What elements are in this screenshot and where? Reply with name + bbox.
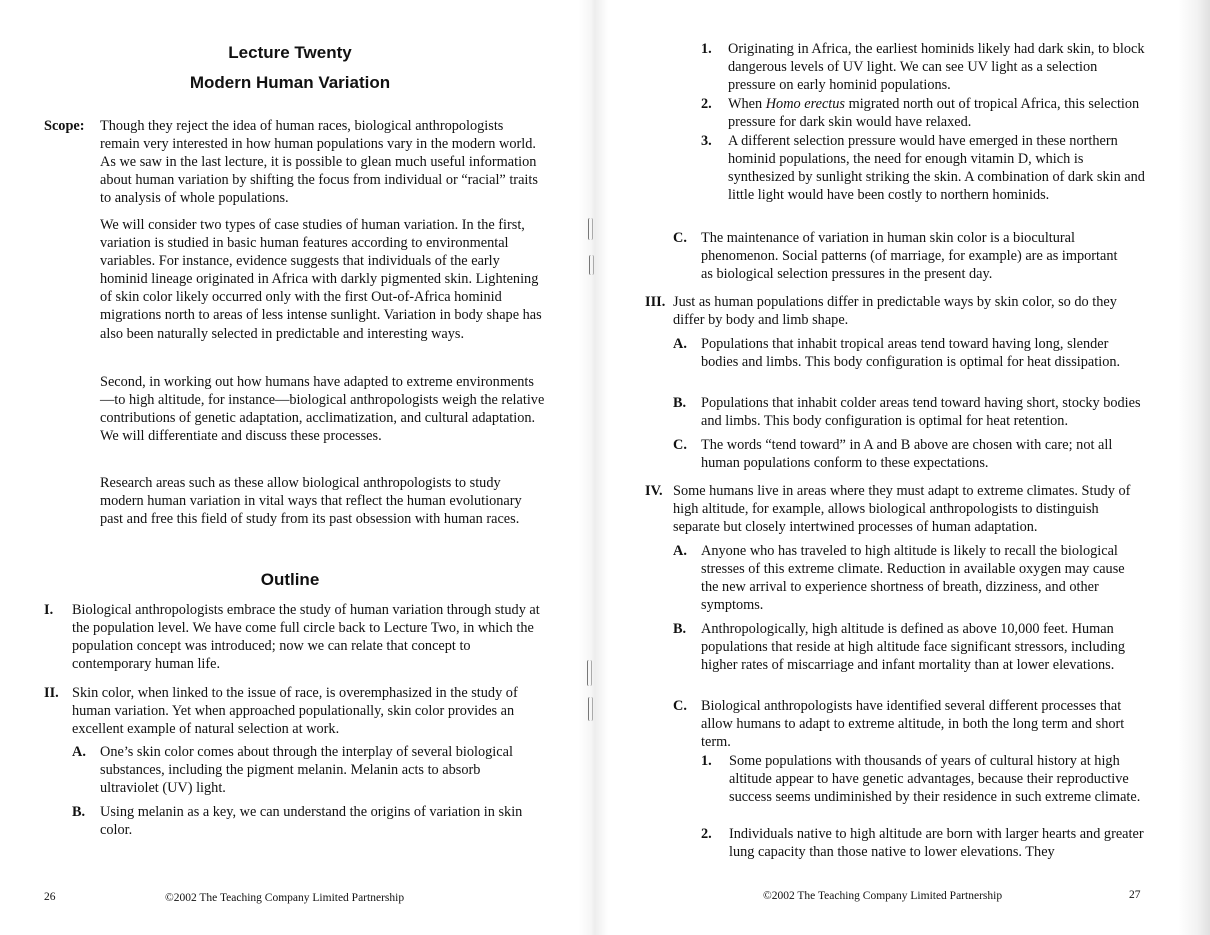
outline-heading: Outline — [260, 570, 320, 589]
outline-item-III-B: Populations that inhabit colder areas tend toward having short, stocky bodies and limbs. This body configuration is optimal for heat retention. — [701, 395, 1141, 430]
outline-item-I: Biological anthropologists embrace the study of human variation through study at the population level. We have come full circle back to Lecture Two, in which the population concept was introduced; now we can relate that concept to contemporary human life. — [72, 602, 540, 673]
outline-subitem-label: B. — [72, 804, 86, 820]
scope-label: Scope: — [44, 118, 85, 134]
left-page — [0, 0, 600, 935]
scope-paragraph-4: Research areas such as these allow biological anthropologists to study modern human variation in vital ways that reflect the human evolutionary past and free this field of study from its past obsession with human races. — [100, 475, 522, 528]
outline-item-label: II. — [44, 685, 59, 701]
outline-item-II-B-2: When Homo erectus migrated north out of tropical Africa, this selection pressure for dark skin would have relaxed. — [728, 96, 1140, 131]
right-page — [600, 0, 1210, 935]
outline-item-II: Skin color, when linked to the issue of race, is overemphasized in the study of human variation. Yet when approached populationally, skin color provides an excellent example of natural selection at work. — [72, 685, 518, 738]
outline-subitem-label: C. — [673, 230, 687, 246]
outline-item-IV-C-2: Individuals native to high altitude are born with larger hearts and greater lung capacity than those native to lower elevations. They — [729, 826, 1144, 861]
outline-subitem-label: A. — [72, 744, 86, 760]
page-number: 26 — [44, 891, 56, 903]
outline-item-III: Just as human populations differ in predictable ways by skin color, so do they differ by body and limb shape. — [673, 294, 1117, 329]
outline-subsubitem-label: 1. — [701, 41, 712, 57]
outline-subitem-label: C. — [673, 698, 687, 714]
outline-subsubitem-label: 1. — [701, 753, 712, 769]
outline-item-IV-B: Anthropologically, high altitude is defined as above 10,000 feet. Human populations that reside at high altitude face significant stressors, including higher rates of miscarriage and infant mortality than at lower elevations. — [701, 621, 1126, 674]
scope-paragraph-3: Second, in working out how humans have adapted to extreme environments—to high altitude, for instance—biological anthropologists weigh the relative contributions of genetic adaptation, acclimatization, and cultural adaptation. We will differentiate and discuss these processes. — [100, 374, 545, 445]
outline-item-II-B-3: A different selection pressure would have emerged in these northern hominid populations, the need for enough vitamin D, which is synthesized by sunlight striking the skin. A combination of dark skin and little light would have been costly to northern hominids. — [728, 133, 1145, 204]
outline-item-IV-C-1: Some populations with thousands of years of cultural history at high altitude appear to have genetic advantages, because their reproductive success seems undiminished by their residence in such extreme climate. — [729, 753, 1141, 806]
page-number: 27 — [1129, 889, 1141, 901]
species-name: Homo erectus — [765, 96, 845, 112]
outline-subitem-label: B. — [673, 395, 687, 411]
lecture-topic-title: Modern Human Variation — [189, 73, 391, 92]
outline-subsubitem-label: 3. — [701, 133, 712, 149]
outline-item-III-A: Populations that inhabit tropical areas tend toward having long, slender bodies and limbs. This body configuration is optimal for heat dissipation. — [701, 336, 1121, 371]
copyright-footer: ©2002 The Teaching Company Limited Partnership — [763, 890, 1003, 902]
outline-item-II-B-1: Originating in Africa, the earliest hominids likely had dark skin, to block dangerous levels of UV light. We can see UV light as a selection pressure on early hominid populations. — [728, 41, 1145, 94]
outline-subitem-label: A. — [673, 543, 687, 559]
outline-item-label: IV. — [645, 483, 663, 499]
outline-item-II-C: The maintenance of variation in human skin color is a biocultural phenomenon. Social patterns (of marriage, for example) are as important as biological selection pressures in the present day. — [701, 230, 1118, 283]
outline-item-IV-A: Anyone who has traveled to high altitude is likely to recall the biological stresses of this extreme climate. Reduction in available oxygen may cause the new arrival to experience shortness of breath, dizziness, and other symptoms. — [701, 543, 1125, 614]
outline-item-II-B: Using melanin as a key, we can understand the origins of variation in skin color. — [100, 804, 523, 839]
outline-subsubitem-label: 2. — [701, 826, 712, 842]
outline-item-III-C: The words “tend toward” in A and B above are chosen with care; not all human populations conform to these expectations. — [701, 437, 1113, 472]
copyright-footer: ©2002 The Teaching Company Limited Partnership — [165, 892, 405, 904]
outline-subitem-label: C. — [673, 437, 687, 453]
outline-subitem-label: B. — [673, 621, 687, 637]
outline-subitem-label: A. — [673, 336, 687, 352]
scope-paragraph-2: We will consider two types of case studies of human variation. In the first, variation is studied in basic human features according to environmental variables. For instance, evidence suggests that individuals of the early hominid lineage originated in Africa with darkly pigmented skin. Lightening of skin color likely occurred only with the first Out-of-Africa hominid migrations north to areas of less intense sunlight. Variation in body shape has also been naturally selected in predictable and interesting ways. — [100, 217, 542, 342]
outline-subsubitem-label: 2. — [701, 96, 712, 112]
scope-paragraph-1: Though they reject the idea of human races, biological anthropologists remain very interested in how human populations vary in the modern world. As we saw in the last lecture, it is possible to glean much useful information about human variation by shifting the focus from individual or “racial” traits to analysis of whole populations. — [100, 118, 538, 207]
outline-item-IV-C: Biological anthropologists have identified several different processes that allow humans to adapt to extreme altitude, in both the long term and short term. — [701, 698, 1125, 751]
outline-item-IV: Some humans live in areas where they must adapt to extreme climates. Study of high altitude, for example, allows biological anthropologists to distinguish separate but closely intertwined processes of human adaptation. — [673, 483, 1131, 536]
outline-item-label: I. — [44, 602, 54, 618]
outline-item-label: III. — [645, 294, 666, 310]
lecture-number-title: Lecture Twenty — [228, 43, 352, 62]
outline-item-II-A: One’s skin color comes about through the interplay of several biological substances, including the pigment melanin. Melanin acts to absorb ultraviolet (UV) light. — [100, 744, 513, 797]
